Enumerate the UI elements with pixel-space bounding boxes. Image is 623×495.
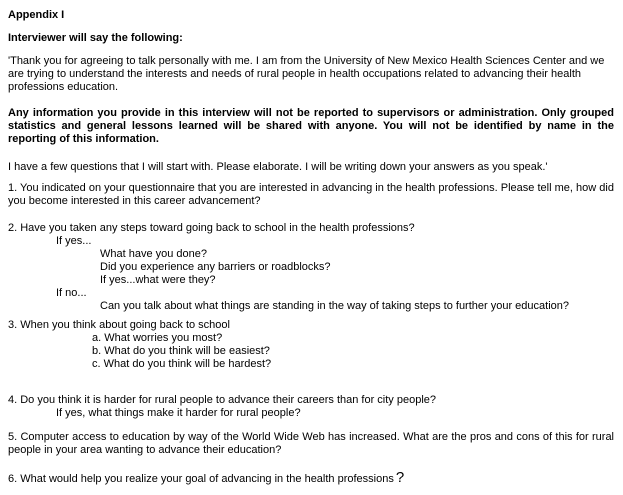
confidentiality-paragraph: Any information you provide in this interview will not be reported to supervisors or administration. Only grouped statistics and general lessons learned will be shared with anyone. You will not be identified by name in the reporting of this information.: [8, 107, 614, 145]
question-3-option-c: c. What do you think will be hardest?: [92, 358, 272, 370]
question-2-if-no-sub1: Can you talk about what things are standing in the way of taking steps to further your education?: [100, 300, 570, 312]
question-5: 5. Computer access to education by way of the World Wide Web has increased. What are the pros and cons of this for rural people in your area wanting to advance their education?: [8, 431, 614, 456]
question-2-if-no: If no...: [56, 287, 87, 299]
interviewer-heading: Interviewer will say the following:: [8, 32, 183, 44]
question-3-option-a: a. What worries you most?: [92, 332, 223, 344]
question-2-if-yes-sub3: If yes...what were they?: [100, 274, 216, 286]
question-4: 4. Do you think it is harder for rural people to advance their careers than for city people?: [8, 394, 437, 406]
question-4-if-yes: If yes, what things make it harder for rural people?: [56, 407, 301, 419]
question-3: 3. When you think about going back to school: [8, 319, 230, 331]
question-1: 1. You indicated on your questionnaire that you are interested in advancing in the health professions. Please tell me, how did you become interested in this career advancement?: [8, 182, 614, 207]
question-2: 2. Have you taken any steps toward going back to school in the health professions?: [8, 222, 415, 234]
question-3-block: [8, 319, 614, 371]
question-6: [8, 471, 614, 486]
question-2-if-yes-sub1: What have you done?: [100, 248, 208, 260]
question-2-if-yes-sub2: Did you experience any barriers or roadblocks?: [100, 261, 331, 273]
transition-paragraph: I have a few questions that I will start with. Please elaborate. I will be writing down your answers as you speak.': [8, 161, 548, 173]
question-2-if-yes: If yes...: [56, 235, 92, 247]
question-3-option-b: b. What do you think will be easiest?: [92, 345, 270, 357]
intro-paragraph: 'Thank you for agreeing to talk personally with me. I am from the University of New Mexico Health Sciences Center and we are trying to understand the interests and needs of rural people in health occupations related to advancing their health professions education.: [8, 55, 605, 93]
question-6-text: 6. What would help you realize your goal of advancing in the health professions: [8, 473, 394, 485]
question-6-large-question-mark: ?: [395, 469, 405, 486]
question-4-block: [8, 394, 614, 420]
question-2-block: [8, 222, 614, 313]
appendix-title: Appendix I: [8, 9, 65, 21]
